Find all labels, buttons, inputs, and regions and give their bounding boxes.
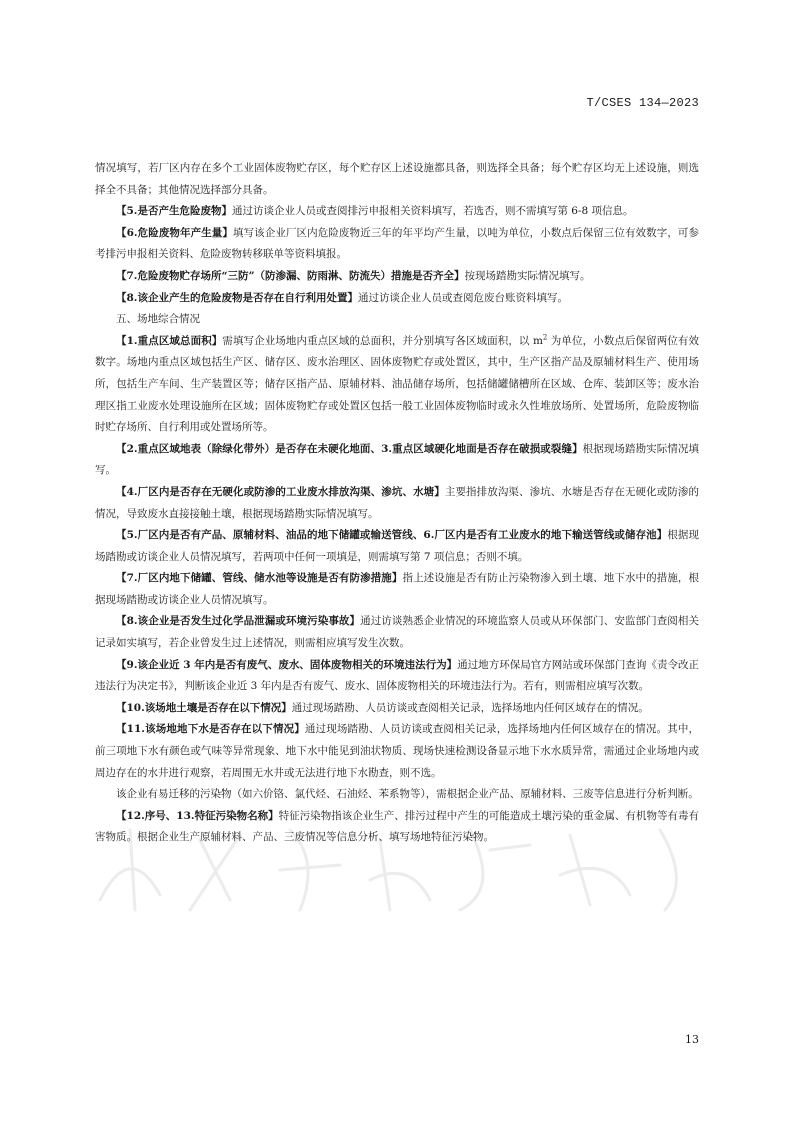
- item-heading: 【1.重点区域总面积】: [116, 334, 223, 347]
- paragraph-item-9: [95, 655, 699, 698]
- paragraph-item-8: [95, 288, 699, 310]
- item-heading: 【11.该场地地下水是否存在以下情况】: [116, 723, 305, 736]
- item-text: 需填写企业场地内重点区域的总面积，并分别填写各区域面积，以 m: [222, 334, 543, 347]
- paragraph-item-8b: [95, 611, 699, 654]
- paragraph-item-7b: [95, 568, 699, 611]
- item-text: 根据现场踏勘或访谈企业人员情况填写，若两项中任何一项填是，则需填写第 7 项信息；否则不填。: [95, 529, 700, 563]
- section-title: 五、场地综合情况: [116, 313, 200, 326]
- item-text: 填写该企业厂区内危险废物近三年的年平均产生量，以吨为单位，小数点后保留三位有效数字，可参考排污申报相关资料、危险废物转移联单等资料填报。: [95, 226, 700, 261]
- item-text: 通过现场踏勘、人员访谈或查阅相关记录，选择场地内任何区域存在的情况。其中，前三项地下水有颜色或气味等异常现象、地下水中能见到油状物质、现场快速检测设备显示地下水水质异常，需通过企业场地内或周边存在的水井进行观察，若周围无水井或无法进行地下水勘查，则不选。: [95, 723, 699, 779]
- item-heading: 【8.该企业是否发生过化学品泄漏或环境污染事故】: [116, 615, 361, 628]
- item-text: 通过访谈企业人员或查阅排污申报相关资料填写，若选否，则不需填写第 6-8 项信息。: [231, 205, 634, 218]
- document-body: [95, 158, 699, 849]
- paragraph-item-5-6: [95, 525, 699, 568]
- item-text: 通过访谈熟悉企业情况的环境监察人员或从环保部门、安监部门查阅相关记录如实填写，若企业曾发生过上述情况，则需相应填写发生次数。: [95, 615, 699, 650]
- item-heading: 【8.该企业产生的危险废物是否存在自行利用处置】: [116, 291, 358, 304]
- item-heading: 【7.厂区内地下储罐、管线、储水池等设施是否有防渗措施】: [116, 572, 403, 585]
- item-heading: 【5.厂区内是否有产品、原辅材料、油品的地下储罐或输送管线、6.厂区内是否有工业废水的地下输送管线或储存池】: [116, 529, 668, 542]
- paragraph-item-10: [95, 698, 699, 720]
- paragraph-area: [95, 331, 699, 439]
- page-number: 13: [685, 1033, 699, 1046]
- unit-superscript: 2: [542, 333, 548, 342]
- paragraph-continuation: [95, 158, 699, 201]
- item-text: 为单位，小数点后保留两位有效数字。场地内重点区域包括生产区、储存区、废水治理区、固体废物贮存或处置区，其中，生产区指产品及原辅材料生产、使用场所，包括生产车间、生产装置区等；储存区指产品、原辅材料、油品储存场所，包括储罐储槽所在区域、仓库、装卸区等；废水治理区指工业废水处理设施所在区域；固体废物贮存或处置区包括一般工业固体废物临时或永久性堆放场所、处置场所，危险废物临时贮存场所、自行利用或处置场所等。: [95, 334, 699, 434]
- item-heading: 【2.重点区域地表（除绿化带外）是否存在未硬化地面、3.重点区域硬化地面是否存在破损或裂缝】: [116, 442, 583, 455]
- paragraph-item-4: [95, 482, 699, 525]
- paragraph-item-2-3: [95, 439, 699, 482]
- paragraph-item-5: [95, 201, 699, 223]
- item-text: 该企业有易迁移的污染物（如六价铬、氯代烃、石油烃、苯系物等），需根据企业产品、原辅材料、三废等信息进行分析判断。: [116, 788, 699, 801]
- item-heading: 【12.序号、13.特征污染物名称】: [116, 809, 279, 822]
- item-heading: 【4.厂区内是否存在无硬化或防渗的工业废水排放沟渠、渗坑、水塘】: [116, 485, 445, 498]
- paragraph-text: 情况填写，若厂区内存在多个工业固体废物贮存区，每个贮存区上述设施都具备，则选择全具备；每个贮存区均无上述设施，则选择全不具备；其他情况选择部分具备。: [95, 162, 699, 196]
- item-text: 通过地方环保局官方网站或环保部门查询《责令改正违法行为决定书》，判断该企业近 3 年内是否有废气、废水、固体废物相关的环境违法行为。若有，则需相应填写次数。: [95, 658, 700, 693]
- item-heading: 【7.危险废物贮存场所“三防”（防渗漏、防雨淋、防流失）措施是否齐全】: [116, 269, 465, 282]
- item-text: 主要指排放沟渠、渗坑、水塘是否存在无硬化或防渗的情况，导致废水直接接触土壤，根据现场踏勘实际情况填写。: [95, 485, 700, 520]
- item-heading: 【5.是否产生危险废物】: [116, 205, 232, 218]
- item-text: 根据现场踏勘实际情况填写。: [95, 442, 700, 477]
- item-text: 按现场踏勘实际情况填写。: [464, 269, 591, 282]
- paragraph-item-11-note: [95, 784, 699, 806]
- paragraph-item-6: [95, 223, 699, 266]
- item-text: 特征污染物指该企业生产、排污过程中产生的可能造成土壤污染的重金属、有机物等有毒有害物质。根据企业生产原辅材料、产品、三废情况等信息分析、填写场地特征污染物。: [95, 809, 699, 844]
- paragraph-item-11: [95, 719, 699, 784]
- item-heading: 【10.该场地土壤是否存在以下情况】: [116, 701, 292, 714]
- item-heading: 【9.该企业近 3 年内是否有废气、废水、固体废物相关的环境违法行为】: [116, 658, 458, 671]
- item-heading: 【6.危险废物年产生量】: [116, 226, 233, 239]
- standard-code: T/CSES 134—2023: [586, 96, 699, 110]
- paragraph-item-7: [95, 266, 699, 288]
- item-text: 通过现场踏勘、人员访谈或查阅相关记录，选择场地内任何区域存在的情况。: [291, 701, 649, 714]
- item-text: 指上述设施是否有防止污染物渗入到土壤、地下水中的措施，根据现场踏勘或访谈企业人员情况填写。: [95, 572, 699, 606]
- item-text: 通过访谈企业人员或查阅危废台账资料填写。: [357, 291, 568, 304]
- paragraph-item-12-13: [95, 806, 699, 849]
